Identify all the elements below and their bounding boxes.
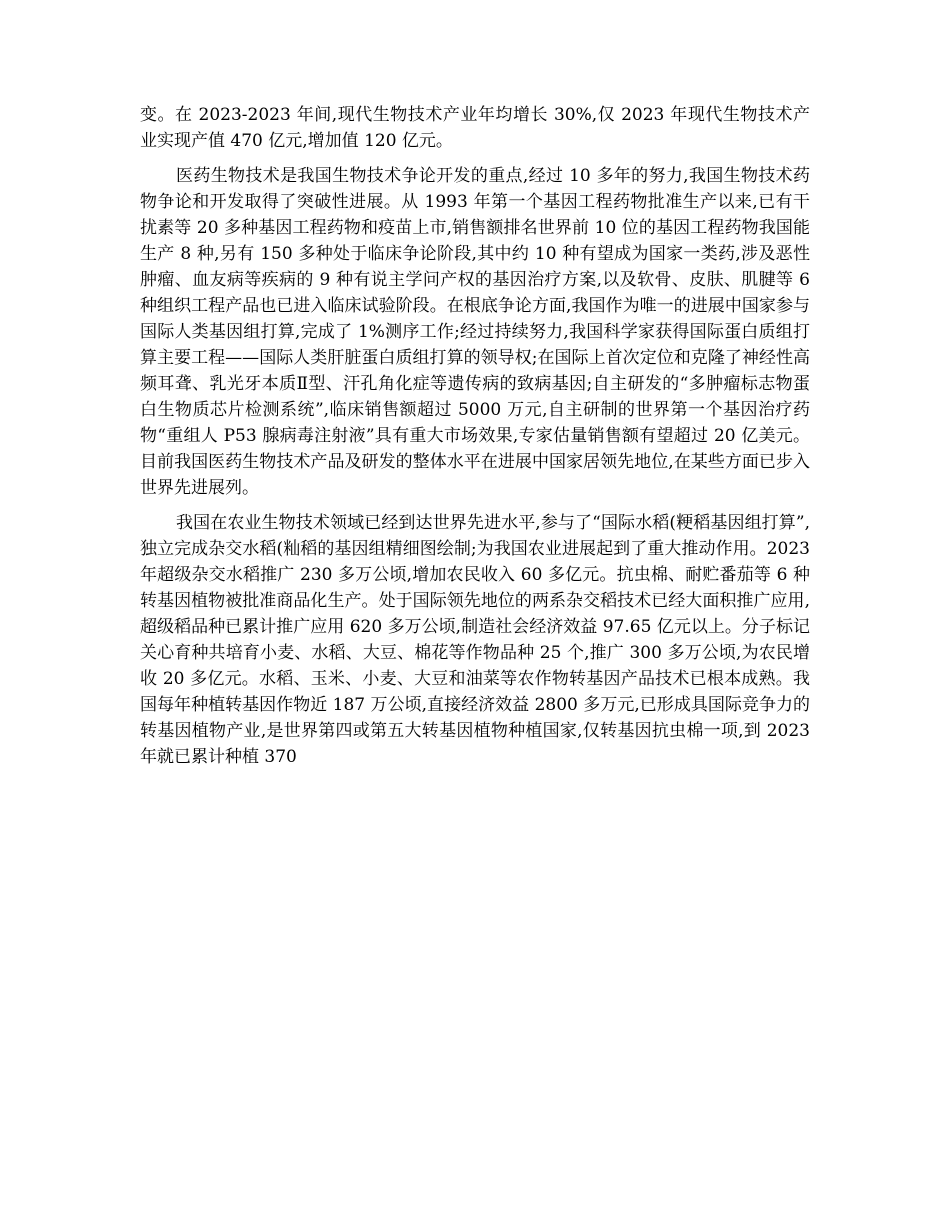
paragraph-2: 医药生物技术是我国生物技术争论开发的重点,经过 10 多年的努力,我国生物技术药物争论和开发取得了突破性进展。从 1993 年第一个基因工程药物批准生产以来,已有干扰素等 20 多种基因工程药物和疫苗上市,销售额排名世界前 10 位的基因工程药物我国能生产 8 种,另有 150 多种处于临床争论阶段,其中约 10 种有望成为国家一类药,涉及恶性肿瘤、血友病等疾病的 9 种有说主学问产权的基因治疗方案,以及软骨、皮肤、肌腱等 6 种组织工程产品也已进入临床试验阶段。在根底争论方面,我国作为唯一的进展中国家参与国际人类基因组打算,完成了 1%测序工作;经过持续努力,我国科学家获得国际蛋白质组打算主要工程——国际人类肝脏蛋白质组打算的领导权;在国际上首次定位和克隆了神经性高频耳聋、乳光牙本质Ⅱ型、汗孔角化症等遗传病的致病基因;自主研发的“多肿瘤标志物蛋白生物质芯片检测系统”,临床销售额超过 5000 万元,自主研制的世界第一个基因治疗药物“重组人 P53 腺病毒注射液”具有重大市场效果,专家估量销售额有望超过 20 亿美元。目前我国医药生物技术产品及研发的整体水平在进展中国家居领先地位,在某些方面已步入世界先进展列。 bbox=[140, 166, 810, 498]
paragraph-3: 我国在农业生物技术领域已经到达世界先进水平,参与了“国际水稻(粳稻基因组打算”,独立完成杂交水稻(籼稻的基因组精细图绘制;为我国农业进展起到了重大推动作用。2023 年超级杂交水稻推广 230 多万公顷,增加农民收入 60 多亿元。抗虫棉、耐贮番茄等 6 种转基因植物被批准商品化生产。处于国际领先地位的两系杂交稻技术已经大面积推广应用,超级稻品种已累计推广应用 620 多万公顷,制造社会经济效益 97.65 亿元以上。分子标记关心育种共培育小麦、水稻、大豆、棉花等作物品种 25 个,推广 300 多万公顷,为农民增收 20 多亿元。水稻、玉米、小麦、大豆和油菜等农作物转基因产品技术已根本成熟。我国每年种植转基因作物近 187 万公顷,直接经济效益 2800 多万元,已形成具国际竞争力的转基因植物产业,是世界第四或第五大转基因植物种植国家,仅转基因抗虫棉一项,到 2023 年就已累计种植 370 bbox=[140, 513, 810, 767]
document-body bbox=[140, 102, 810, 779]
paragraph-1: 变。在 2023-2023 年间,现代生物技术产业年均增长 30%,仅 2023 年现代生物技术产业实现产值 470 亿元,增加值 120 亿元。 bbox=[140, 105, 810, 151]
